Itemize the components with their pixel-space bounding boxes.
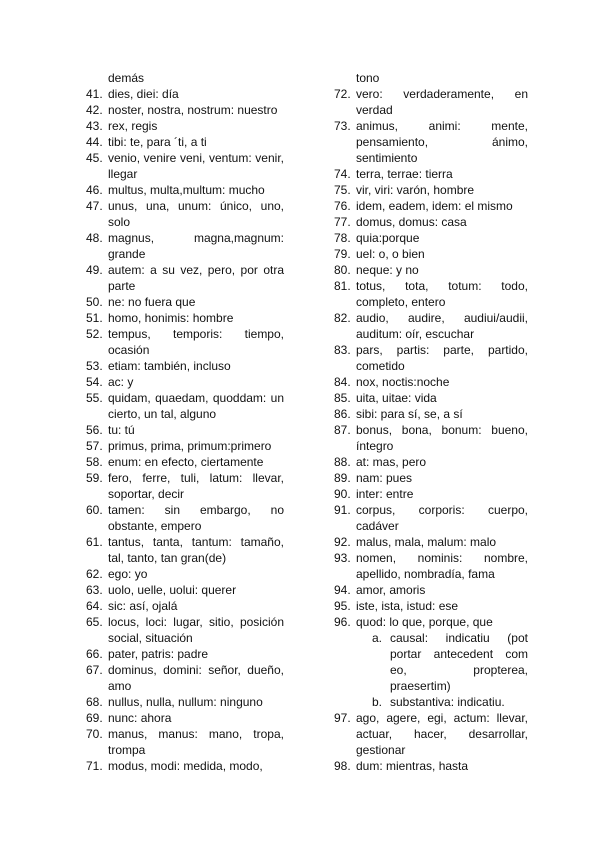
entry-text: nullus, nulla, nullum: ninguno (108, 695, 263, 709)
vocabulary-entry (334, 486, 528, 502)
vocabulary-entry (86, 294, 284, 310)
entry-text: autem: a su vez, pero, por otra parte (108, 263, 284, 293)
entry-number: 80. (334, 263, 351, 277)
vocabulary-entry (86, 198, 284, 230)
continuation-text: demás (108, 71, 145, 85)
entry-text: etiam: también, incluso (108, 359, 231, 373)
entry-number: 62. (86, 567, 103, 581)
entry-number: 48. (86, 231, 103, 245)
entry-text: tantus, tanta, tantum: tamaño, tal, tanto, tan gran(de) (108, 535, 284, 565)
entry-number: 71. (86, 759, 103, 773)
entry-text: rex, regis (108, 119, 158, 133)
vocabulary-entry (334, 758, 528, 774)
entry-text: pater, patris: padre (108, 647, 209, 661)
entry-text: quia:porque (356, 231, 420, 245)
entry-text: amor, amoris (356, 583, 426, 597)
vocabulary-entry (86, 102, 284, 118)
entry-text: idem, eadem, idem: el mismo (356, 199, 513, 213)
entry-number: 88. (334, 455, 351, 469)
vocabulary-entry (86, 374, 284, 390)
vocabulary-entry (334, 470, 528, 486)
entry-number: 95. (334, 599, 351, 613)
entry-number: 90. (334, 487, 351, 501)
vocabulary-entry (334, 166, 528, 182)
vocabulary-entry (86, 390, 284, 422)
entry-text: uolo, uelle, uolui: querer (108, 583, 237, 597)
vocabulary-entry (86, 454, 284, 470)
vocabulary-entry (86, 310, 284, 326)
vocabulary-entry (86, 646, 284, 662)
continuation-text: tono (356, 71, 380, 85)
entry-number: 47. (86, 199, 103, 213)
entry-number: 66. (86, 647, 103, 661)
entry-text: nomen, nominis: nombre, apellido, nombradía, fama (356, 551, 528, 581)
entry-text: vir, viri: varón, hombre (356, 183, 475, 197)
entry-number: 70. (86, 727, 103, 741)
vocabulary-entry (334, 86, 528, 118)
entry-number: 50. (86, 295, 103, 309)
vocabulary-entry (334, 550, 528, 582)
entry-number: 98. (334, 759, 351, 773)
vocabulary-entry (334, 262, 528, 278)
entry-number: 52. (86, 327, 103, 341)
entry-text: homo, honimis: hombre (108, 311, 234, 325)
entry-text: nox, noctis:noche (356, 375, 450, 389)
entry-number: 72. (334, 87, 351, 101)
entry-text: quod: lo que, porque, que (356, 615, 493, 629)
entry-text: noster, nostra, nostrum: nuestro (108, 103, 278, 117)
sub-entry-letter: a. (372, 631, 383, 645)
vocabulary-entry (86, 726, 284, 758)
vocabulary-entry (334, 278, 528, 310)
vocabulary-entry (334, 374, 528, 390)
entry-number: 54. (86, 375, 103, 389)
vocabulary-entry (334, 230, 528, 246)
vocabulary-entry (86, 598, 284, 614)
vocabulary-entry (334, 614, 528, 630)
entry-text: pars, partis: parte, partido, cometido (356, 343, 528, 373)
entry-text: manus, manus: mano, tropa, trompa (108, 727, 284, 757)
entry-text: ne: no fuera que (108, 295, 196, 309)
entry-text: dum: mientras, hasta (356, 759, 469, 773)
entry-text: terra, terrae: tierra (356, 167, 453, 181)
entry-number: 45. (86, 151, 103, 165)
vocabulary-entry (334, 310, 528, 342)
entry-number: 64. (86, 599, 103, 613)
entry-number: 51. (86, 311, 103, 325)
entry-number: 75. (334, 183, 351, 197)
vocabulary-entry (86, 694, 284, 710)
entry-number: 86. (334, 407, 351, 421)
entry-text: inter: entre (356, 487, 414, 501)
vocabulary-entry (334, 454, 528, 470)
vocabulary-entry (86, 86, 284, 102)
entry-text: domus, domus: casa (356, 215, 467, 229)
entry-text: totus, tota, totum: todo, completo, entero (356, 279, 528, 309)
vocabulary-entry (86, 118, 284, 134)
vocabulary-entry (334, 502, 528, 534)
entry-text: ac: y (108, 375, 134, 389)
entry-number: 78. (334, 231, 351, 245)
entry-text: dies, diei: día (108, 87, 179, 101)
vocabulary-entry (334, 342, 528, 374)
entry-number: 83. (334, 343, 351, 357)
vocabulary-entry (334, 182, 528, 198)
entry-text: sic: así, ojalá (108, 599, 178, 613)
vocabulary-entry (86, 534, 284, 566)
entry-number: 96. (334, 615, 351, 629)
sub-entry (334, 630, 528, 694)
entry-number: 59. (86, 471, 103, 485)
entry-number: 69. (86, 711, 103, 725)
vocabulary-entry (334, 582, 528, 598)
entry-number: 91. (334, 503, 351, 517)
entry-text: tu: tú (108, 423, 135, 437)
entry-text: unus, una, unum: único, uno, solo (108, 199, 284, 229)
entry-text: animus, animi: mente, pensamiento, ánimo, sentimiento (356, 119, 528, 165)
entry-text: tamen: sin embargo, no obstante, empero (108, 503, 284, 533)
left-column (86, 70, 284, 774)
vocabulary-entry (86, 150, 284, 182)
entry-number: 43. (86, 119, 103, 133)
entry-number: 60. (86, 503, 103, 517)
vocabulary-entry (86, 358, 284, 374)
entry-number: 67. (86, 663, 103, 677)
entry-text: audio, audire, audiui/audii, auditum: oír, escuchar (356, 311, 528, 341)
entry-text: quidam, quaedam, quoddam: un cierto, un tal, alguno (108, 391, 284, 421)
entry-text: bonus, bona, bonum: bueno, íntegro (356, 423, 528, 453)
entry-text: nunc: ahora (108, 711, 172, 725)
entry-text: tempus, temporis: tiempo, ocasión (108, 327, 284, 357)
entry-number: 56. (86, 423, 103, 437)
entry-text: neque: y no (356, 263, 419, 277)
vocabulary-entry (334, 118, 528, 166)
entry-number: 49. (86, 263, 103, 277)
entry-number: 85. (334, 391, 351, 405)
entry-number: 44. (86, 135, 103, 149)
vocabulary-entry (86, 566, 284, 582)
vocabulary-entry (334, 406, 528, 422)
entry-number: 97. (334, 711, 351, 725)
entry-number: 93. (334, 551, 351, 565)
vocabulary-entry (86, 710, 284, 726)
entry-number: 61. (86, 535, 103, 549)
right-column (334, 70, 528, 774)
entry-text: iste, ista, istud: ese (356, 599, 459, 613)
entry-number: 53. (86, 359, 103, 373)
vocabulary-entry (334, 198, 528, 214)
entry-number: 42. (86, 103, 103, 117)
entry-text: tibi: te, para ´ti, a ti (108, 135, 207, 149)
entry-number: 94. (334, 583, 351, 597)
entry-number: 57. (86, 439, 103, 453)
entry-number: 65. (86, 615, 103, 629)
entry-text: uel: o, o bien (356, 247, 425, 261)
sub-entry (334, 694, 528, 710)
vocabulary-entry (334, 390, 528, 406)
entry-number: 89. (334, 471, 351, 485)
vocabulary-entry (86, 262, 284, 294)
vocabulary-entry (86, 182, 284, 198)
entry-number: 82. (334, 311, 351, 325)
entry-number: 63. (86, 583, 103, 597)
entry-text: locus, loci: lugar, sitio, posición social, situación (108, 615, 284, 645)
entry-text: at: mas, pero (356, 455, 427, 469)
vocabulary-entry (334, 214, 528, 230)
entry-number: 58. (86, 455, 103, 469)
entry-text: malus, mala, malum: malo (356, 535, 497, 549)
vocabulary-entry (86, 326, 284, 358)
entry-number: 46. (86, 183, 103, 197)
sub-entry-letter: b. (372, 695, 383, 709)
entry-number: 87. (334, 423, 351, 437)
vocabulary-entry (86, 134, 284, 150)
entry-text: ago, agere, egi, actum: llevar, actuar, hacer, desarrollar, gestionar (356, 711, 528, 757)
entry-text: modus, modi: medida, modo, (108, 759, 263, 773)
entry-text: uita, uitae: vida (356, 391, 437, 405)
entry-number: 55. (86, 391, 103, 405)
vocabulary-entry (334, 422, 528, 454)
sub-entry-text: causal: indicatiu (pot portar antecedent com eo, propterea, praesertim) (390, 631, 528, 693)
vocabulary-entry (86, 470, 284, 502)
entry-text: primus, prima, primum:primero (108, 439, 272, 453)
vocabulary-entry (86, 438, 284, 454)
entry-number: 81. (334, 279, 351, 293)
entry-number: 79. (334, 247, 351, 261)
entry-text: fero, ferre, tuli, latum: llevar, soportar, decir (108, 471, 284, 501)
vocabulary-entry (86, 230, 284, 262)
entry-text: ego: yo (108, 567, 148, 581)
entry-text: sibi: para sí, se, a sí (356, 407, 463, 421)
entry-text: dominus, domini: señor, dueño, amo (108, 663, 284, 693)
vocabulary-entry (86, 662, 284, 694)
vocabulary-entry (86, 758, 284, 774)
entry-text: nam: pues (356, 471, 413, 485)
entry-number: 68. (86, 695, 103, 709)
entry-text: venio, venire veni, ventum: venir, llegar (108, 151, 284, 181)
entry-number: 41. (86, 87, 103, 101)
entry-text: multus, multa,multum: mucho (108, 183, 265, 197)
vocabulary-entry (86, 502, 284, 534)
entry-text: vero: verdaderamente, en verdad (356, 87, 528, 117)
vocabulary-entry (86, 582, 284, 598)
entry-number: 84. (334, 375, 351, 389)
vocabulary-entry (86, 422, 284, 438)
entry-number: 92. (334, 535, 351, 549)
vocabulary-entry (334, 598, 528, 614)
entry-number: 77. (334, 215, 351, 229)
entry-number: 76. (334, 199, 351, 213)
entry-number: 74. (334, 167, 351, 181)
vocabulary-entry (334, 710, 528, 758)
vocabulary-entry (86, 614, 284, 646)
vocabulary-entry (334, 534, 528, 550)
vocabulary-entry (334, 246, 528, 262)
entry-text: enum: en efecto, ciertamente (108, 455, 264, 469)
entry-text: corpus, corporis: cuerpo, cadáver (356, 503, 528, 533)
entry-text: magnus, magna,magnum: grande (108, 231, 284, 261)
entry-number: 73. (334, 119, 351, 133)
sub-entry-text: substantiva: indicatiu. (390, 695, 505, 709)
